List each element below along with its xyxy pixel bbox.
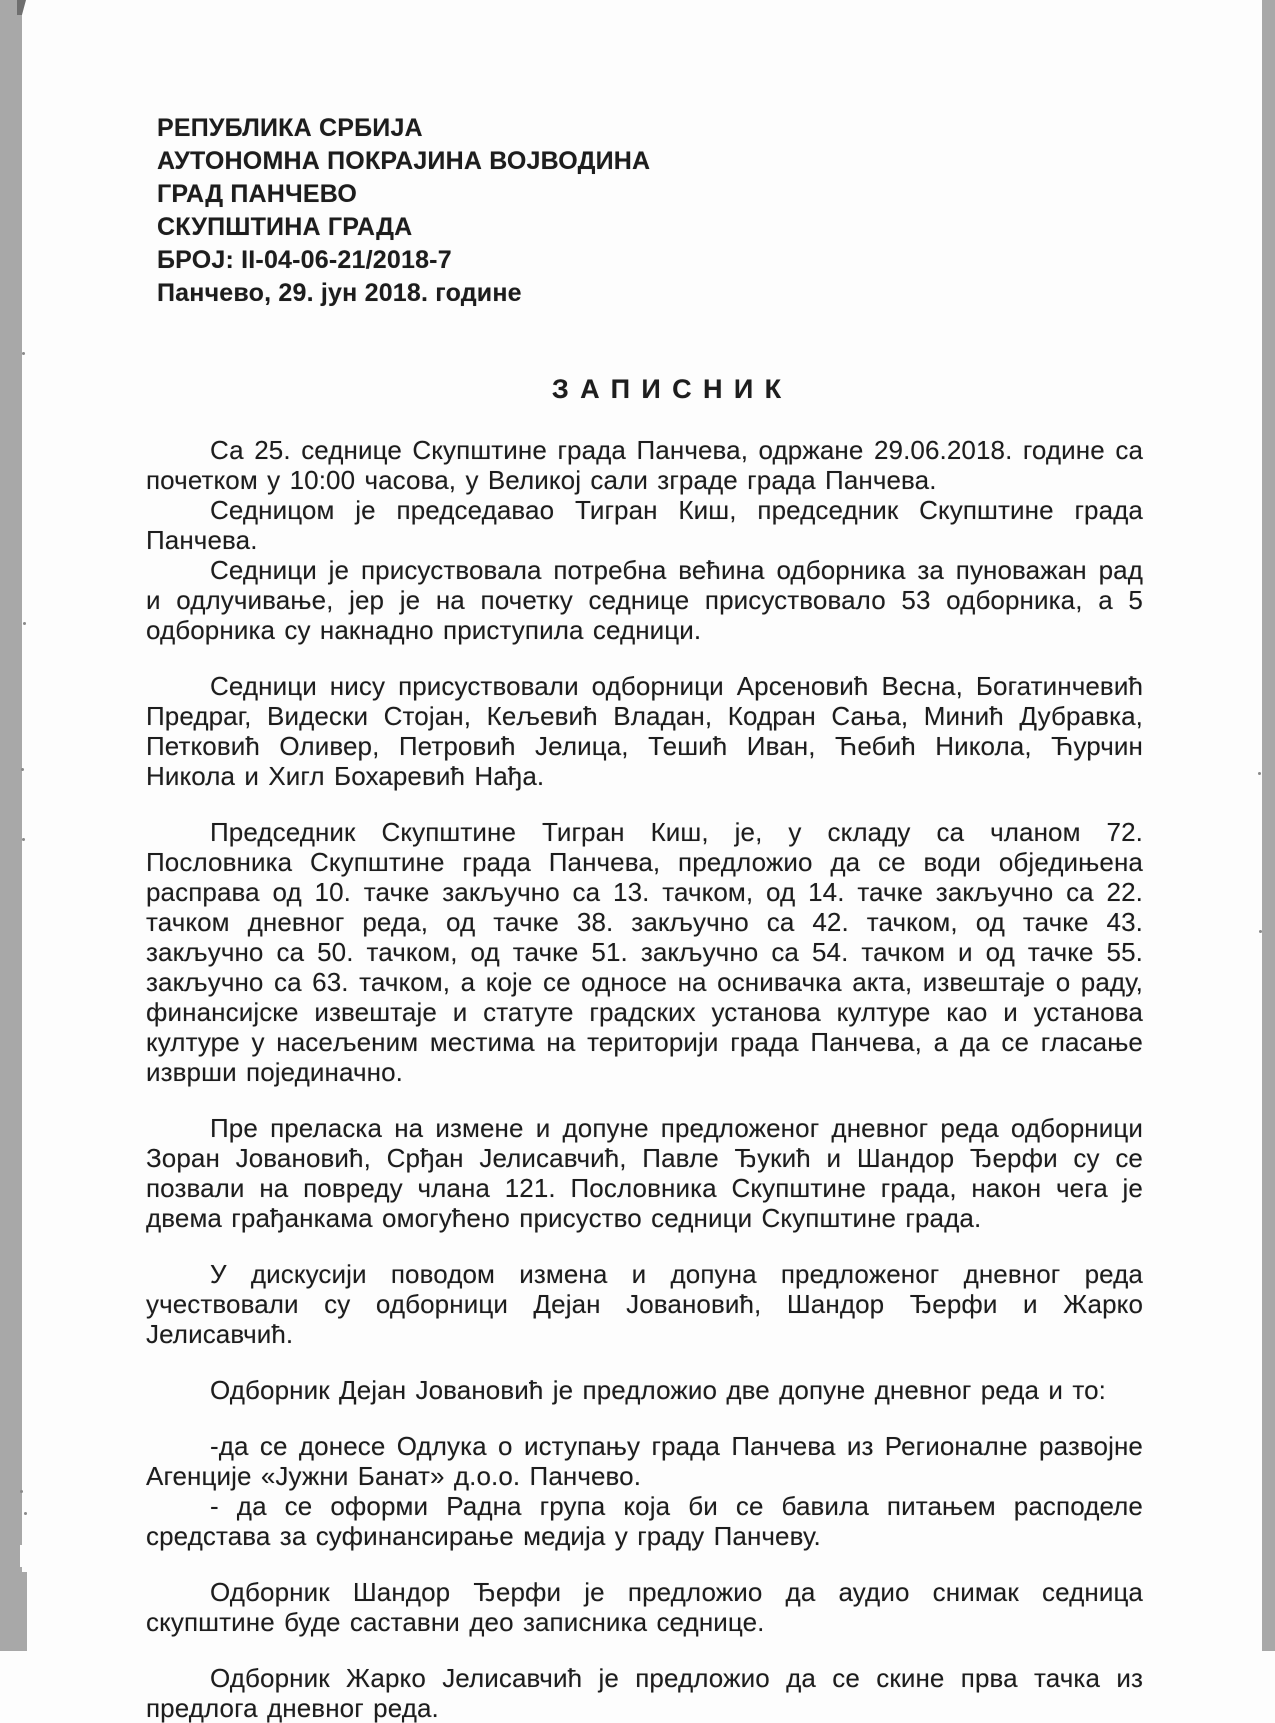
paragraph-jelisavcic-proposal: Одборник Жарко Јелисавчић је предложио да се скине прва тачка из предлога дневног реда. [146,1663,1143,1723]
paragraph-discussion: У дискусији поводом измена и допуна предложеног дневног реда учествовали су одборници Дејан Јовановић, Шандор Ђерфи и Жарко Јелисавчић. [146,1259,1143,1349]
scan-artifact [17,0,26,15]
letterhead-line-province: АУТОНОМНА ПОКРАЈИНА ВОЈВОДИНА [157,147,651,175]
paragraph-session-opening: Са 25. седнице Скупштине града Панчева, одржане 29.06.2018. године са почетком у 10:00 часова, у Великој сали зграде града Панчева. [146,435,1143,495]
scan-edge-bar-right [1262,0,1275,1651]
scan-artifact [24,1512,27,1515]
paragraph-proposal-item-2: - да се оформи Радна група која би се бавила питањем расподеле средстава за суфинансирање медија у граду Панчеву. [146,1491,1143,1551]
paragraph-rule-121: Пре преласка на измене и допуне предложеног дневног реда одборници Зоран Јовановић, Срђан Јелисавчић, Павле Ђукић и Шандор Ђерфи су се позвали на повреду члана 121. Пословника Скупштине града, након чега је двема грађанкама омогућено присуство седници Скупштине града. [146,1113,1143,1233]
scan-artifact [20,1545,28,1567]
letterhead-line-number: БРОЈ: II-04-06-21/2018-7 [157,246,452,274]
paragraph-quorum: Седници је присуствовала потребна већина одборника за пуноважан рад и одлучивање, јер је на почетку седнице присуствовало 53 одборника, а 5 одборника су накнадно приступила седници. [146,555,1143,645]
document-body [146,435,1143,1723]
letterhead-line-assembly: СКУПШТИНА ГРАДА [157,213,413,241]
letterhead-line-republic: РЕПУБЛИКА СРБИЈА [157,114,423,142]
paragraph-proposal-item-1: -да се донесе Одлука о иступању града Панчева из Регионалне развојне Агенције «Јужни Банат» д.о.о. Панчево. [146,1431,1143,1491]
document-content [146,0,1143,1723]
paragraph-chairman: Седницом је председавао Тигран Киш, председник Скупштине града Панчева. [146,495,1143,555]
scan-edge-bar-left [0,0,22,1651]
paragraph-absent-members: Седници нису присуствовали одборници Арсеновић Весна, Богатинчевић Предраг, Видески Стојан, Кељевић Владан, Кодран Сања, Минић Дубравка, Петковић Оливер, Петровић Јелица, Тешић Иван, Ћебић Никола, Ћурчин Никола и Хигл Бохаревић Нађа. [146,671,1143,791]
paragraph-joint-debate: Председник Скупштине Тигран Киш, је, у складу са чланом 72. Пословника Скупштине града Панчева, предложио да се води обједињена расправа од 10. тачке закључно са 13. тачком, од 14. тачке закључно са 22. тачком дневног реда, од тачке 38. закључно са 42. тачком, од тачке 43. закључно са 50. тачком, од тачке 51. закључно са 54. тачком и од тачке 55. закључно са 63. тачком, а које се односе на оснивачка акта, извештаје о раду, финансијске извештаје и статуте градских установа културе као и установа културе у насељеним местима на територији града Панчева, а да се гласање изврши појединачно. [146,817,1143,1087]
paragraph-jovanovic-proposal: Одборник Дејан Јовановић је предложио две допуне дневног реда и то: [210,1375,1106,1405]
scan-artifact [20,1490,23,1493]
letterhead [157,112,1143,310]
scan-artifact [21,768,24,771]
scan-artifact [1259,930,1262,933]
scan-artifact [23,622,26,625]
scan-artifact [22,352,25,355]
document-title: ЗАПИСНИК [551,374,793,404]
scan-artifact [1258,772,1261,775]
letterhead-line-date-place: Панчево, 29. јун 2018. године [157,279,522,307]
paragraph-djerfi-proposal: Одборник Шандор Ђерфи је предложио да аудио снимак седница скупштине буде саставни део записника седнице. [146,1577,1143,1637]
scan-artifact [22,1572,27,1651]
letterhead-line-city: ГРАД ПАНЧЕВО [157,180,357,208]
scan-artifact [22,838,25,841]
